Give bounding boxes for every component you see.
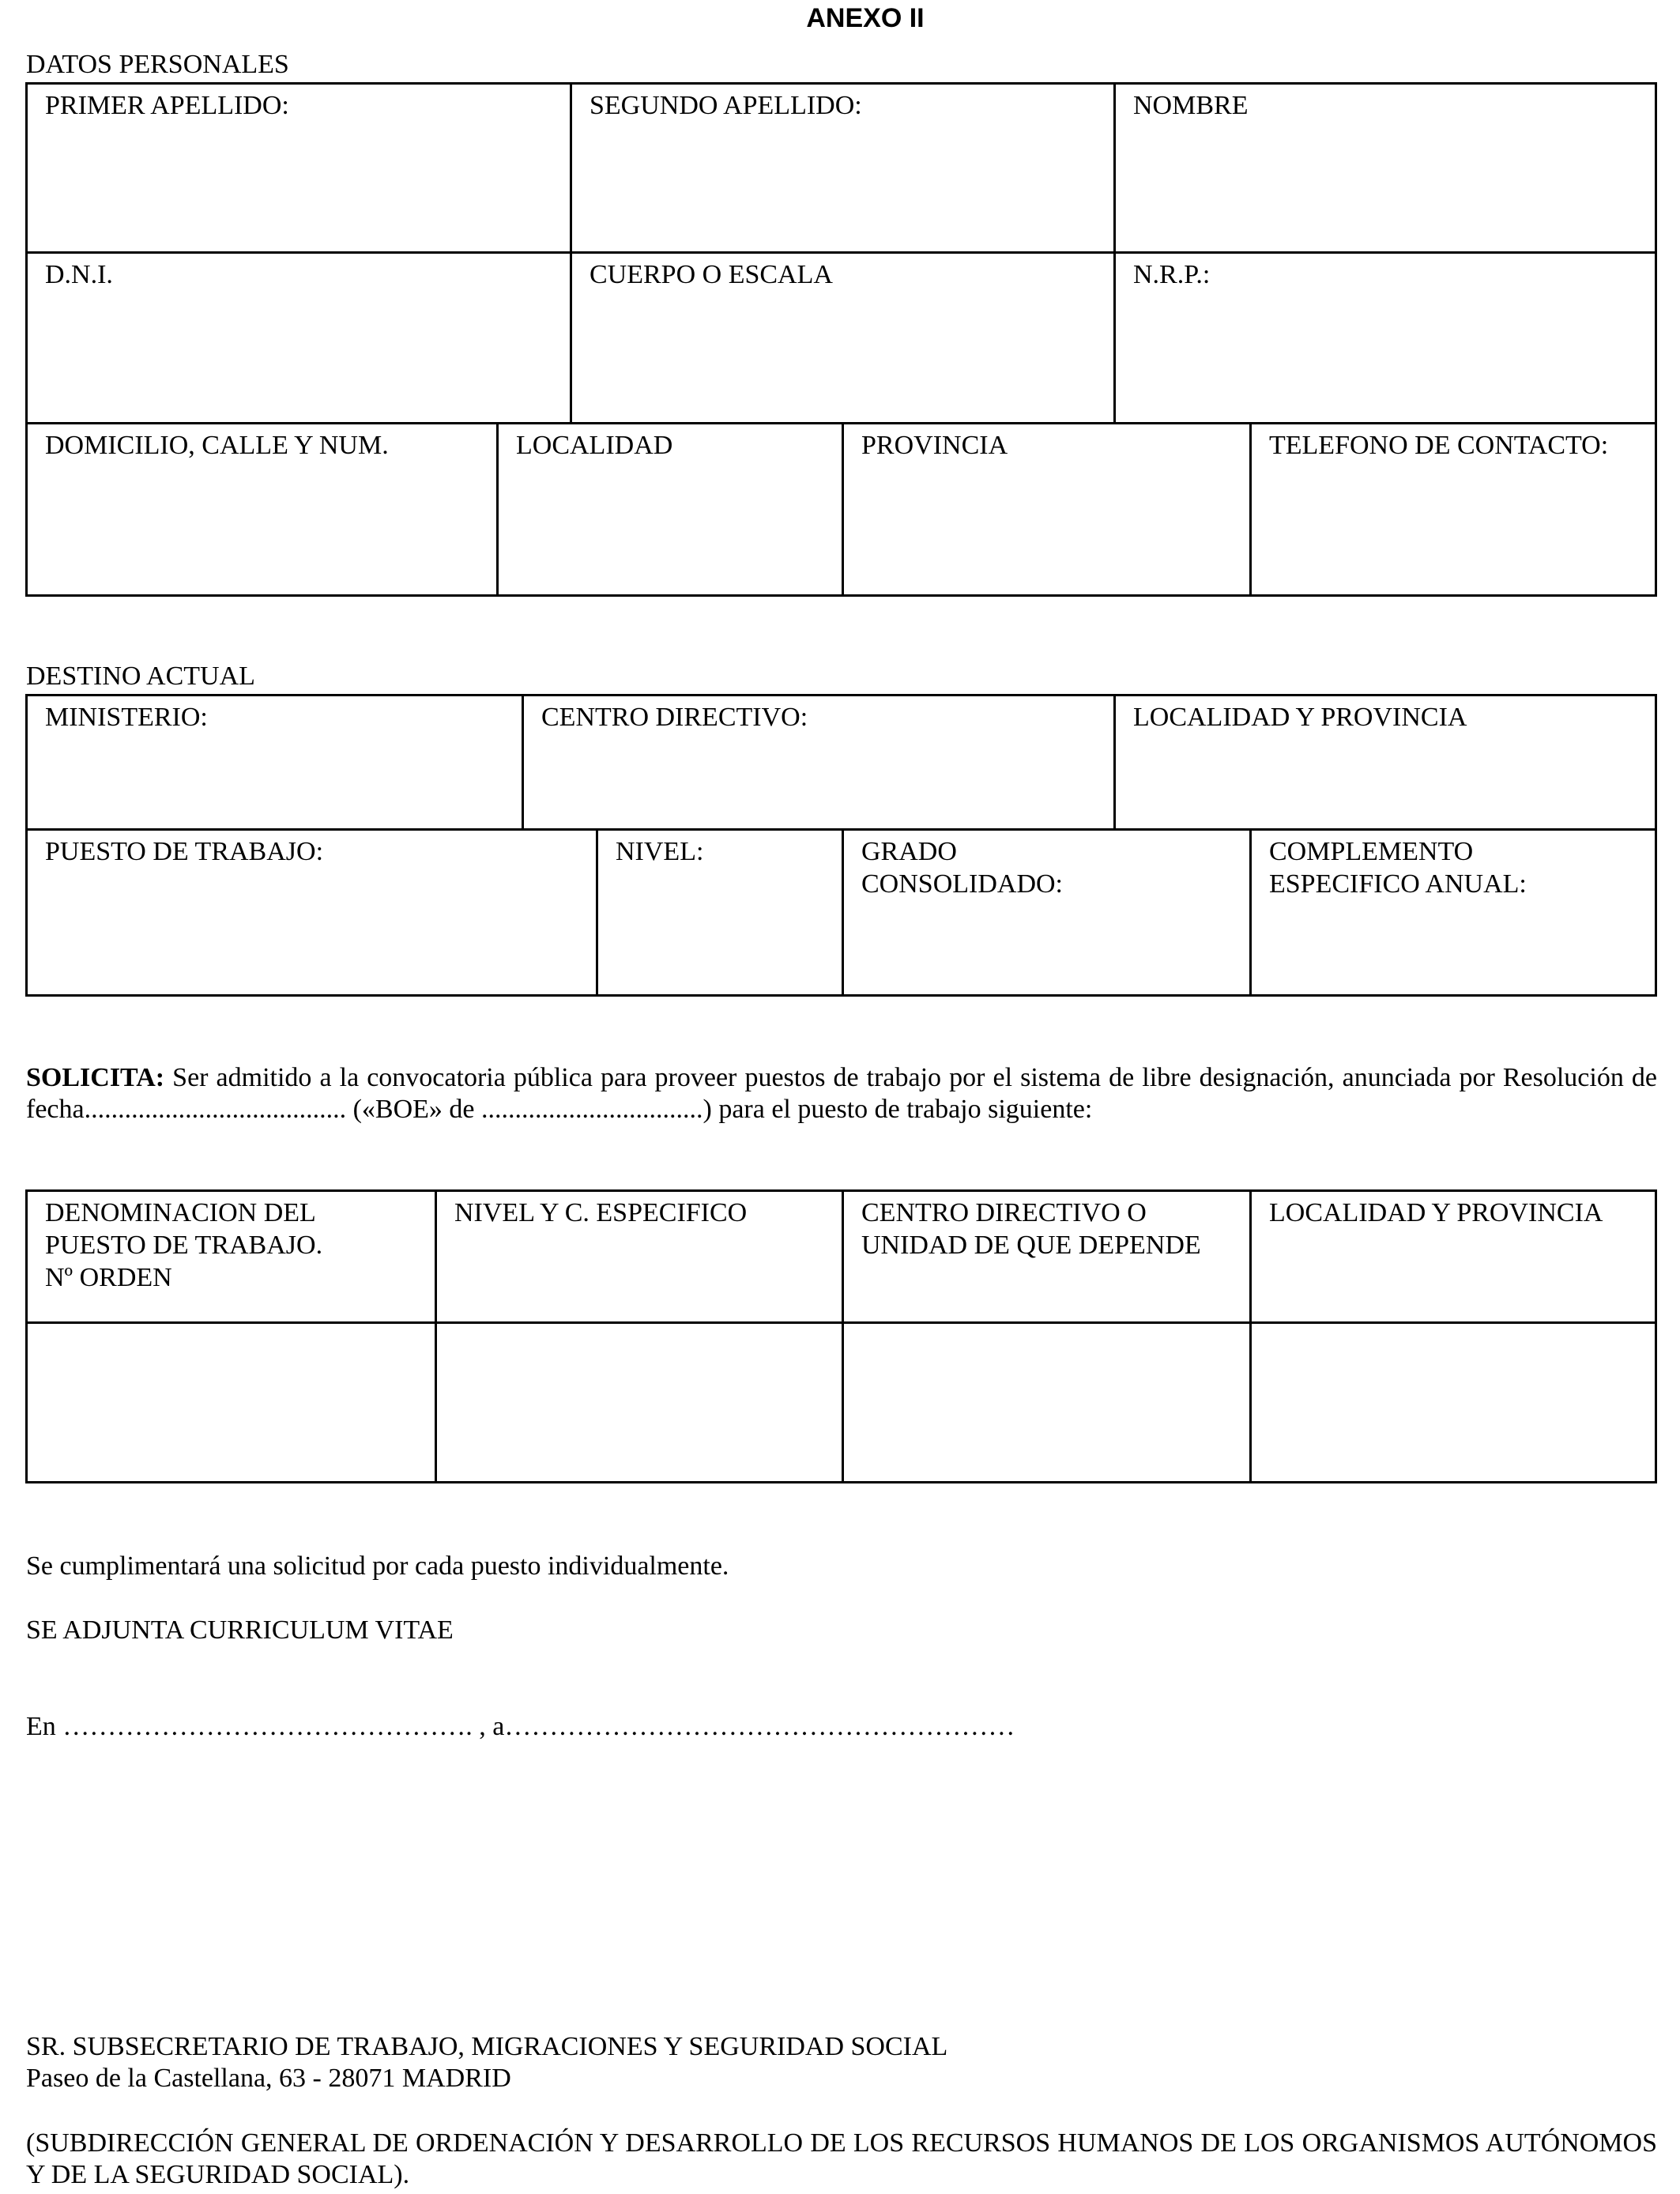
destino-actual-table <box>25 694 1657 997</box>
solicita-label: SOLICITA: <box>26 1063 165 1092</box>
puesto-table <box>25 1189 1657 1483</box>
field-ministerio[interactable]: MINISTERIO: <box>45 703 208 732</box>
field-complemento-especifico[interactable]: COMPLEMENTO ESPECIFICO ANUAL: <box>1269 837 1527 899</box>
page-title: ANEXO II <box>806 3 925 33</box>
input-centro-directivo[interactable] <box>844 1324 1249 1481</box>
field-telefono[interactable]: TELEFONO DE CONTACTO: <box>1269 431 1609 460</box>
datos-personales-table <box>25 82 1657 597</box>
solicita-text: Ser admitido a la convocatoria pública para proveer puestos de trabajo por el sistema de libre designación, anunciada por Resolución de fecha....................................... («BOE» de .................................) para el puesto de trabajo siguiente: <box>26 1063 1657 1124</box>
field-nrp[interactable]: N.R.P.: <box>1133 260 1211 289</box>
input-localidad-provincia[interactable] <box>1252 1324 1655 1481</box>
lugar-fecha-line[interactable]: En ………………………………………. , a………………………………………………… <box>26 1712 1015 1741</box>
destinatario-address: Paseo de la Castellana, 63 - 28071 MADRID <box>26 2064 511 2093</box>
field-provincia[interactable]: PROVINCIA <box>861 431 1008 460</box>
header-denominacion: DENOMINACION DEL PUESTO DE TRABAJO. Nº ORDEN <box>45 1198 323 1292</box>
field-domicilio[interactable]: DOMICILIO, CALLE Y NUM. <box>45 431 389 460</box>
destinatario-line1: SR. SUBSECRETARIO DE TRABAJO, MIGRACIONES Y SEGURIDAD SOCIAL <box>26 2032 948 2061</box>
header-localidad-provincia: LOCALIDAD Y PROVINCIA <box>1269 1198 1603 1227</box>
field-localidad[interactable]: LOCALIDAD <box>516 431 673 460</box>
destino-actual-heading: DESTINO ACTUAL <box>26 662 255 691</box>
field-dni[interactable]: D.N.I. <box>45 260 113 289</box>
field-centro-directivo[interactable]: CENTRO DIRECTIVO: <box>541 703 808 732</box>
header-centro-directivo: CENTRO DIRECTIVO O UNIDAD DE QUE DEPENDE <box>861 1198 1201 1260</box>
field-cuerpo-escala[interactable]: CUERPO O ESCALA <box>590 260 833 289</box>
header-nivel-c-especifico: NIVEL Y C. ESPECIFICO <box>454 1198 748 1227</box>
nota-text: Se cumplimentará una solicitud por cada puesto individualmente. <box>26 1551 729 1581</box>
field-nivel[interactable]: NIVEL: <box>616 837 704 866</box>
field-localidad-provincia[interactable]: LOCALIDAD Y PROVINCIA <box>1133 703 1467 732</box>
input-denominacion[interactable] <box>28 1324 435 1481</box>
solicita-paragraph <box>26 1062 1657 1125</box>
field-segundo-apellido[interactable]: SEGUNDO APELLIDO: <box>590 91 862 120</box>
field-nombre[interactable]: NOMBRE <box>1133 91 1249 120</box>
input-nivel-c-especifico[interactable] <box>437 1324 842 1481</box>
adjunta-text: SE ADJUNTA CURRICULUM VITAE <box>26 1615 454 1645</box>
field-primer-apellido[interactable]: PRIMER APELLIDO: <box>45 91 289 120</box>
datos-personales-heading: DATOS PERSONALES <box>26 50 289 79</box>
field-grado-consolidado[interactable]: GRADO CONSOLIDADO: <box>861 837 1063 899</box>
destinatario-subdireccion: (SUBDIRECCIÓN GENERAL DE ORDENACIÓN Y DESARROLLO DE LOS RECURSOS HUMANOS DE LOS ORGANISMOS AUTÓNOMOS Y DE LA SEGURIDAD SOCIAL). <box>26 2128 1657 2189</box>
field-puesto-trabajo[interactable]: PUESTO DE TRABAJO: <box>45 837 324 866</box>
